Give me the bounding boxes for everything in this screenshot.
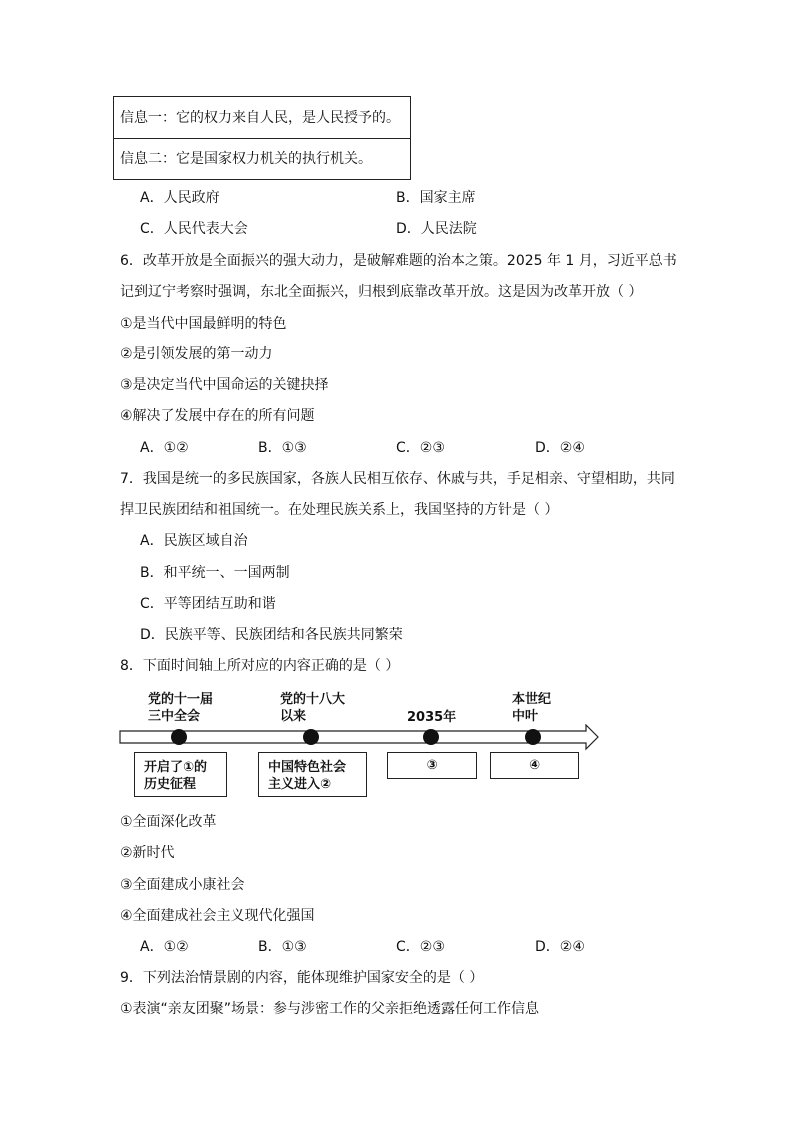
q9-stem: 9．下列法治情景剧的内容，能体现维护国家安全的是（ ）	[120, 970, 484, 986]
timeline-dot-1	[171, 729, 187, 745]
q7-option-c: C．平等团结互助和谐	[140, 596, 276, 612]
timeline-label-4-line2: 中叶	[512, 709, 539, 724]
q7-stem-line2: 捍卫民族团结和祖国统一。在处理民族关系上，我国坚持的方针是（ ）	[120, 502, 559, 518]
q8-option-a: A．①②	[140, 939, 189, 955]
q8-option-d: D．②④	[535, 939, 585, 955]
q6-option-c: C．②③	[396, 440, 445, 456]
q6-stem-line2: 记到辽宁考察时强调，东北全面振兴，归根到底靠改革开放。这是因为改革开放（ ）	[120, 284, 643, 300]
timeline-box-2-line2: 主义进入②	[268, 777, 332, 792]
q6-option-b: B．①③	[258, 440, 307, 456]
q6-item-3: ③是决定当代中国命运的关键抉择	[120, 377, 329, 393]
q8-option-b: B．①③	[258, 939, 307, 955]
q8-item-1: ①全面深化改革	[120, 814, 217, 830]
info-line-2: 信息二：它是国家权力机关的执行机关。	[120, 151, 372, 167]
q9-item-1: ①表演“亲友团聚”场景：参与涉密工作的父亲拒绝透露任何工作信息	[120, 1001, 540, 1017]
info-box	[113, 96, 411, 180]
q8-item-4: ④全面建成社会主义现代化强国	[120, 908, 315, 924]
q8-item-2: ②新时代	[120, 845, 175, 861]
timeline-label-2-line2: 以来	[280, 709, 307, 724]
timeline-dot-3	[423, 729, 439, 745]
timeline-label-1-line1: 党的十一届	[148, 692, 214, 707]
timeline-box-1-line2: 历史征程	[144, 777, 197, 792]
timeline-label-4-line1: 本世纪	[512, 692, 552, 707]
info-line-1: 信息一：它的权力来自人民，是人民授予的。	[120, 110, 400, 126]
timeline-dot-4	[525, 729, 541, 745]
q6-option-d: D．②④	[535, 440, 585, 456]
timeline-dot-2	[303, 729, 319, 745]
q5-option-a: A．人民政府	[140, 190, 220, 206]
q6-option-a: A．①②	[140, 440, 189, 456]
q7-option-d: D．民族平等、民族团结和各民族共同繁荣	[140, 627, 403, 643]
q5-option-c: C．人民代表大会	[140, 221, 248, 237]
q7-option-b: B．和平统一、一国两制	[140, 565, 290, 581]
timeline-box-2-line1: 中国特色社会	[268, 760, 347, 775]
timeline-label-2-line1: 党的十八大	[280, 692, 346, 707]
timeline-box-2	[258, 752, 367, 797]
info-divider	[114, 138, 410, 139]
q6-item-4: ④解决了发展中存在的所有问题	[120, 408, 315, 424]
timeline-box-3-label: ③	[426, 758, 438, 773]
q8-item-3: ③全面建成小康社会	[120, 877, 245, 893]
timeline-label-1-line2: 三中全会	[148, 709, 201, 724]
q7-option-a: A．民族区域自治	[140, 533, 248, 549]
q6-stem-line1: 6．改革开放是全面振兴的强大动力，是破解难题的治本之策。2025 年 1 月，习近平总书	[120, 253, 677, 269]
timeline-box-1-line1: 开启了①的	[144, 760, 208, 775]
q8-option-c: C．②③	[396, 939, 445, 955]
timeline-label-3: 2035年	[407, 710, 457, 725]
q6-item-1: ①是当代中国最鲜明的特色	[120, 316, 287, 332]
q7-stem-line1: 7．我国是统一的多民族国家，各族人民相互依存、休戚与共，手足相亲、守望相助，共同	[120, 471, 675, 487]
q5-option-d: D．人民法院	[396, 221, 477, 237]
timeline-box-1	[134, 752, 227, 797]
timeline-box-4-label: ④	[528, 758, 540, 773]
timeline-box-4	[490, 752, 579, 779]
q8-stem: 8．下面时间轴上所对应的内容正确的是（ ）	[120, 658, 400, 674]
q6-item-2: ②是引领发展的第一动力	[120, 346, 273, 362]
q5-option-b: B．国家主席	[396, 190, 476, 206]
timeline-box-3	[387, 752, 477, 779]
